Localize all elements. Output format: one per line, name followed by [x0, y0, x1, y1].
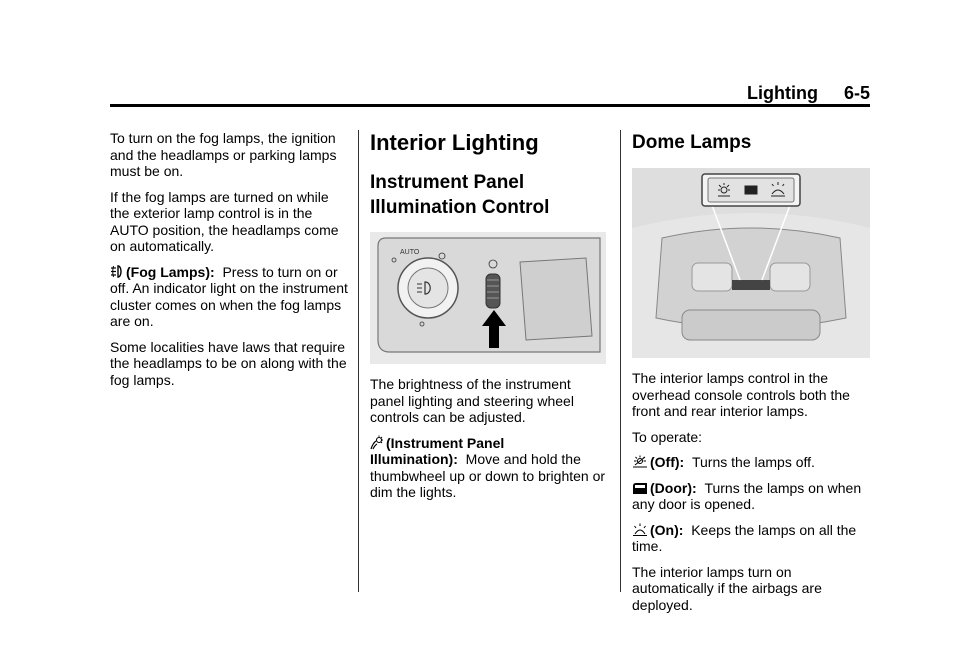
ipi-term: (Instrument Panel Illumination):	[370, 434, 505, 467]
ipi-desc: Move and hold the thumbwheel up or down to brighten or dim the lights.	[370, 451, 606, 500]
headlamp-switch-figure	[370, 232, 606, 364]
instrument-panel-illumination-icon	[370, 435, 384, 450]
fog-lamps-entry	[110, 264, 350, 330]
fog-lamp-icon	[110, 264, 124, 279]
overhead-console-illustration	[632, 168, 870, 358]
off-desc: Turns the lamps off.	[691, 454, 815, 470]
on-term: (On):	[650, 521, 684, 538]
overhead-console-figure	[632, 168, 870, 358]
paragraph: The interior lamps control in the overhead console controls both the front and rear interior lamps.	[632, 370, 850, 419]
column-3	[632, 130, 870, 622]
door-icon	[632, 482, 648, 495]
paragraph: The interior lamps turn on automatically if the airbags are deployed.	[632, 563, 822, 613]
page-number: 6-5	[843, 83, 870, 103]
paragraph: The brightness of the instrument panel lighting and steering wheel controls can be adjusted.	[370, 376, 574, 425]
column-divider	[358, 130, 359, 592]
column-divider	[620, 130, 621, 592]
column-2	[370, 130, 606, 510]
paragraph: To turn on the fog lamps, the ignition and the headlamps or parking lamps must be on.	[110, 130, 337, 179]
ipi-entry	[370, 435, 606, 501]
off-entry	[632, 454, 870, 471]
on-desc: Keeps the lamps on all the time.	[632, 521, 857, 554]
dome-off-icon	[632, 455, 648, 469]
fog-lamps-term: (Fog Lamps):	[126, 263, 215, 280]
heading-interior-lighting: Interior Lighting	[370, 130, 539, 155]
column-1	[110, 130, 350, 397]
page-header	[110, 80, 870, 107]
headlamp-switch-illustration	[370, 232, 606, 364]
fog-lamps-desc: Press to turn on or off. An indicator light on the instrument cluster comes on when the fog lamps are on.	[110, 263, 348, 329]
dome-on-icon	[632, 523, 648, 537]
subheading-instrument-panel: Instrument Panel Illumination Control	[370, 172, 550, 218]
paragraph: If the fog lamps are turned on while the exterior lamp control is in the AUTO position, the headlamps come on automatically.	[110, 188, 339, 254]
door-term: (Door):	[650, 479, 697, 496]
auto-label: AUTO	[400, 249, 420, 256]
heading-dome-lamps: Dome Lamps	[632, 132, 752, 153]
door-desc: Turns the lamps on when any door is opened.	[632, 479, 862, 512]
door-entry	[632, 480, 870, 513]
paragraph: To operate:	[632, 428, 703, 445]
on-entry	[632, 522, 870, 555]
off-term: (Off):	[650, 454, 685, 470]
paragraph: Some localities have laws that require the headlamps to be on along with the fog lamps.	[110, 338, 347, 388]
section-title: Lighting	[747, 83, 818, 103]
